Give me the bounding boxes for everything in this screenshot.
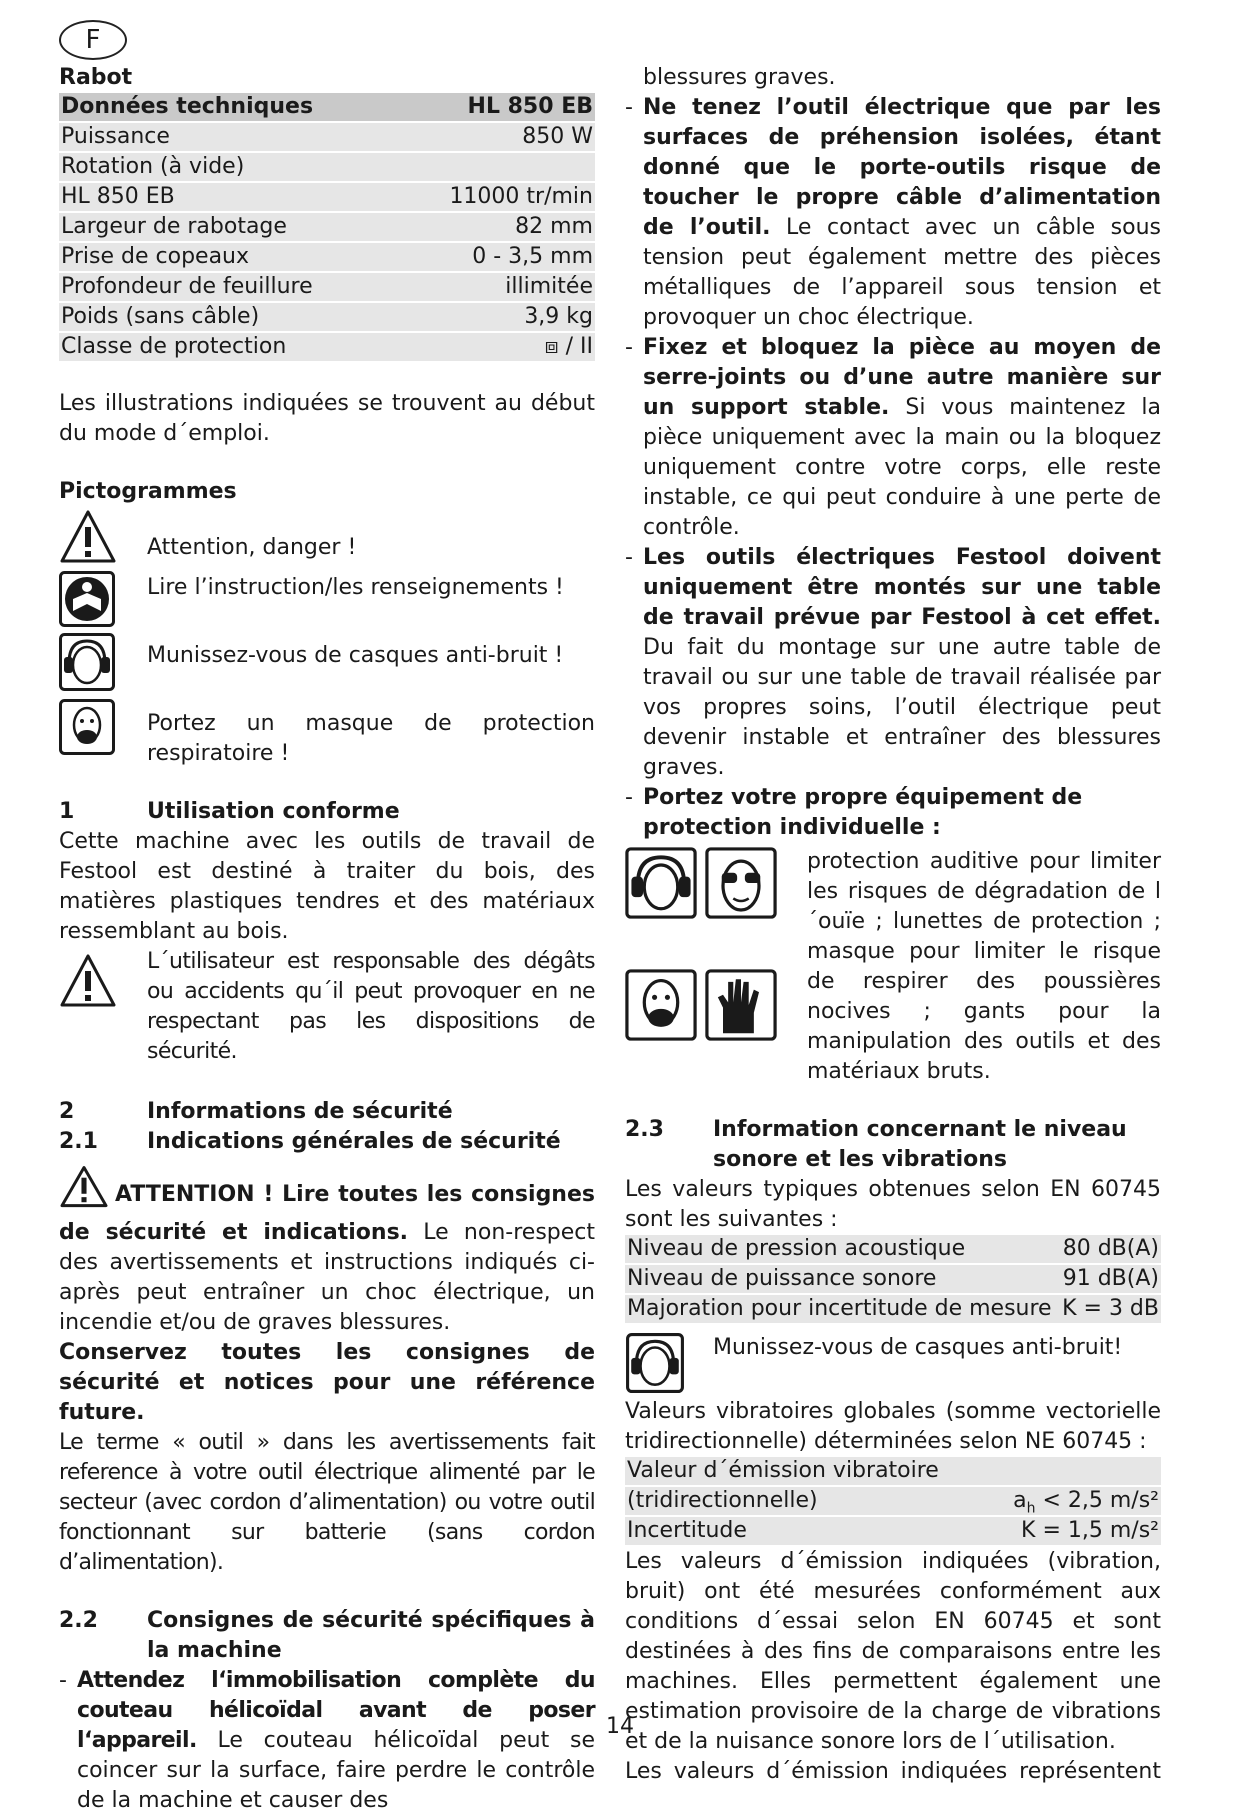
ppe-icons: [625, 847, 803, 1087]
warning-icon: [59, 1165, 109, 1218]
vibration-row: [625, 1487, 1161, 1515]
respirator-icon: [59, 699, 117, 764]
noise-row: [625, 1265, 1161, 1293]
section-2-1-heading: [59, 1127, 595, 1157]
section-1-warning: [59, 947, 595, 1067]
bullet-text: [643, 333, 1161, 543]
vibration-table: [625, 1457, 1161, 1545]
picto-text: Attention, danger !: [147, 535, 357, 560]
picto-text: Munissez-vous de casques anti-bruit !: [147, 643, 564, 668]
vibration-value: $a_h < 2,5$ m/s²: [1013, 1488, 1159, 1517]
term-definition: Le terme « outil » dans les avertissements fait reference à votre outil électrique alimenté par le secteur (avec cordon d’alimentation) ou votre outil fonctionnant sur batterie (sans cordon d’alimentation).: [59, 1430, 595, 1575]
page-number: 14: [606, 1714, 634, 1739]
noise-label: Niveau de puissance sonore: [627, 1266, 937, 1291]
noise-intro: Les valeurs typiques obtenues selon EN 60745 sont les suivantes :: [625, 1177, 1161, 1232]
picto-row: [59, 633, 595, 695]
tech-header-model: HL 850 EB: [467, 94, 593, 119]
vibration-label: (tridirectionnelle): [627, 1488, 818, 1513]
noise-value: 80 dB(A): [1062, 1236, 1159, 1261]
picto-text: Lire l’instruction/les renseignements !: [147, 575, 564, 600]
tech-row-value: illimitée: [505, 274, 593, 299]
noise-label: Niveau de pression acoustique: [627, 1236, 966, 1261]
product-title: Rabot: [59, 65, 133, 90]
bullet-dash: -: [625, 785, 633, 810]
ear-note-text: Munissez-vous de casques anti-bruit!: [713, 1335, 1123, 1360]
section-2-3-heading: [625, 1115, 1161, 1175]
noise-value: K = 3 dB: [1062, 1296, 1159, 1321]
vibration-row: [625, 1517, 1161, 1545]
continued-text: blessures graves.: [643, 65, 836, 90]
bullet-text: [643, 93, 1161, 333]
read-manual-icon: [59, 571, 117, 636]
safety-bullet: [625, 93, 1161, 333]
vibration-intro: Valeurs vibratoires globales (somme vectorielle tridirectionnelle) déterminées selon NE 60745 :: [625, 1399, 1161, 1454]
tech-table-header: [59, 93, 595, 121]
emission-text: Les valeurs d´émission indiquées (vibration, bruit) ont été mesurées conformément aux conditions d´essai selon EN 60745 et sont destinées à des fins de comparaisons entre les machines. Elles permettent également une estimation provisoire de la charge de vibrations et de la nuisance sonore lors de l´utilisation.: [625, 1549, 1161, 1754]
section-number: 2.1: [59, 1129, 98, 1154]
section-number: 2.3: [625, 1117, 664, 1142]
tech-header-label: Données techniques: [61, 94, 314, 119]
tech-row-label: Puissance: [61, 124, 170, 149]
bullet-body: Le contact avec un câble sous tension peut également mettre des pièces métalliques de l’appareil sous tension et provoquer un choc électrique.: [643, 215, 1161, 330]
tech-row-value: 0 - 3,5 mm: [472, 244, 593, 269]
safety-bullet: [625, 333, 1161, 543]
bullet-bold: Portez votre propre équipement de protection individuelle :: [643, 785, 1083, 840]
bullet-body: Le couteau hélicoïdal peut se coincer sur la surface, faire perdre le contrôle de la machine et causer des: [77, 1728, 595, 1813]
tech-row: [59, 183, 595, 211]
attention-bold: ATTENTION ! Lire toutes les consignes de sécurité et indications.: [59, 1182, 595, 1245]
tech-row-value: 3,9 kg: [524, 304, 593, 329]
bullet-bold: Les outils électriques Festool doivent uniquement être montés sur une table de travail prévue par Festool à cet effet.: [643, 545, 1161, 630]
ear-note: [625, 1333, 1161, 1395]
picto-row: [59, 509, 595, 567]
tech-row-label: Profondeur de feuillure: [61, 274, 313, 299]
tech-row-label: HL 850 EB: [61, 184, 175, 209]
bullet-bold: Ne tenez l’outil électrique que par les surfaces de préhension isolées, étant donné que le porte-outils risque de toucher le propre câble d’alimentation de l’outil.: [643, 95, 1161, 240]
ppe-block: [625, 847, 1161, 1087]
tech-row-value: 82 mm: [515, 214, 593, 239]
bullet-text: [643, 783, 1161, 843]
gloves-icon: [705, 969, 777, 1041]
respirator-icon: [625, 969, 697, 1041]
section-title: Information concernant le niveau sonore et les vibrations: [713, 1117, 1127, 1172]
emission-last-line: Les valeurs d´émission indiquées représentent: [625, 1759, 1161, 1784]
noise-row: [625, 1235, 1161, 1263]
section-number: 2: [59, 1099, 75, 1124]
bullet-dash: -: [625, 335, 633, 360]
safety-bullet: [625, 783, 1161, 843]
tech-row-value: ⧈ / II: [544, 334, 593, 359]
ear-protection-icon: [59, 633, 117, 700]
picto-row: [59, 699, 595, 769]
warning-icon: [59, 509, 117, 574]
tech-row: [59, 333, 595, 361]
tech-row: [59, 153, 595, 181]
illustrations-note: Les illustrations indiquées se trouvent au début du mode d´emploi.: [59, 391, 595, 446]
tech-row: [59, 123, 595, 151]
conserve-note: Conservez toutes les consignes de sécurité et notices pour une référence future.: [59, 1340, 595, 1425]
tech-row-label: Rotation (à vide): [61, 154, 245, 179]
section-title: Informations de sécurité: [147, 1099, 453, 1124]
bullet-body: Du fait du montage sur une autre table de travail ou sur une table de travail réalisée par vos propres soins, l’outil électrique peut devenir instable et entraîner des blessures graves.: [643, 635, 1161, 780]
tech-row-value: 11000 tr/min: [449, 184, 593, 209]
attention-paragraph: [59, 1165, 595, 1338]
tech-row-label: Largeur de rabotage: [61, 214, 287, 239]
bullet-dash: -: [625, 95, 633, 120]
bullet-text: [643, 543, 1161, 783]
picto-text: Portez un masque de protection respiratoire !: [147, 711, 595, 766]
warning-icon: [59, 947, 117, 1018]
bullet-dash: -: [625, 545, 633, 570]
tech-row-value: 850 W: [522, 124, 593, 149]
right-column: [625, 63, 1161, 1787]
picto-row: [59, 571, 595, 629]
attention-text: Le non-respect des avertissements et instructions indiqués ci-après peut entraîner un choc électrique, un incendie et/ou de graves blessures.: [59, 1220, 595, 1335]
noise-row: [625, 1295, 1161, 1323]
warning-text: L´utilisateur est responsable des dégâts ou accidents qu´il peut provoquer en ne respectant pas les dispositions de sécurité.: [147, 949, 595, 1064]
section-title: Consignes de sécurité spécifiques à la machine: [147, 1608, 595, 1663]
section-1-heading: [59, 797, 595, 827]
ppe-text: protection auditive pour limiter les risques de dégradation de l´ouïe ; lunettes de protection ; masque pour limiter le risque de respirer des poussières nocives ; gants pour la manipulation des outils et des matériaux bruts.: [807, 849, 1161, 1084]
vibration-label: Valeur d´émission vibratoire: [627, 1458, 939, 1483]
ear-protection-icon: [625, 1333, 683, 1402]
left-column: [59, 63, 595, 1816]
bullet-body: Si vous maintenez la pièce uniquement avec la main ou la bloquez uniquement contre votre corps, elle reste instable, ce qui peut conduire à une perte de contrôle.: [643, 395, 1161, 540]
vibration-row: [625, 1457, 1161, 1485]
tech-row: [59, 303, 595, 331]
section-title: Utilisation conforme: [147, 799, 400, 824]
safety-bullet: [625, 543, 1161, 783]
safety-glasses-icon: [705, 847, 777, 919]
noise-table: [625, 1235, 1161, 1323]
tech-row-label: Classe de protection: [61, 334, 287, 359]
noise-label: Majoration pour incertitude de mesure: [627, 1296, 1052, 1321]
bullet-dash: -: [59, 1668, 67, 1693]
ear-protection-icon: [625, 847, 697, 919]
tech-row-label: Prise de copeaux: [61, 244, 250, 269]
bullet-bold: Attendez l‘immobilisation complète du couteau hélicoïdal avant de poser l‘appareil.: [77, 1668, 595, 1753]
uncertainty-value: K = 1,5 m/s²: [1021, 1518, 1159, 1543]
section-2-heading: [59, 1097, 595, 1127]
tech-row: [59, 213, 595, 241]
pictogrammes-title: Pictogrammes: [59, 479, 237, 504]
bullet-bold: Fixez et bloquez la pièce au moyen de serre-joints ou d’une autre manière sur un support stable.: [643, 335, 1161, 420]
tech-row: [59, 243, 595, 271]
tech-row-label: Poids (sans câble): [61, 304, 260, 329]
tech-table: [59, 93, 595, 361]
section-1-text: Cette machine avec les outils de travail de Festool est destiné à traiter du bois, des matières plastiques tendres et des matériaux ressemblant au bois.: [59, 829, 595, 944]
noise-value: 91 dB(A): [1062, 1266, 1159, 1291]
language-badge: F: [59, 20, 127, 60]
tech-row: [59, 273, 595, 301]
uncertainty-label: Incertitude: [627, 1518, 747, 1543]
section-number: 2.2: [59, 1608, 98, 1633]
section-number: 1: [59, 799, 75, 824]
section-2-2-heading: [59, 1606, 595, 1666]
section-title: Indications générales de sécurité: [147, 1129, 561, 1154]
